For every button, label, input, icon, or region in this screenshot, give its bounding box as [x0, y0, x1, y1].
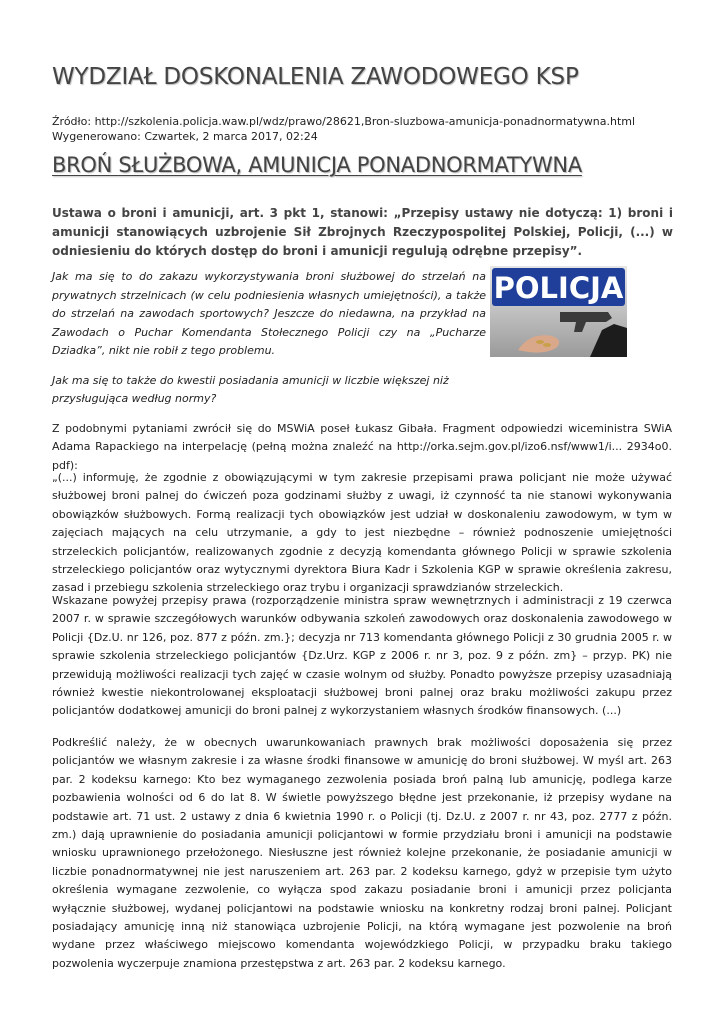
- article-title: BROŃ SŁUŻBOWA, AMUNICJA PONADNORMATYWNA: [52, 153, 582, 177]
- paragraph-4: Podkreślić należy, że w obecnych uwarunkowaniach prawnych brak możliwości doposażenia się przez policjantów we własnym zakresie i za własne środki finansowe w amunicję do broni służbowej. W myśl art. 263 par. 2 kodeksu karnego: Kto bez wymaganego zezwolenia posiada broń palną lub amunicję, podlega karze pozbawienia wolności od 6 do lat 8. W świetle powyższego błędne jest przekonanie, iż przepisy wydane na podstawie art. 71 ust. 2 ustawy z dnia 6 kwietnia 1990 r. o Policji (tj. Dz.U. z 2007 r. nr 43, poz. 2777 z późn. zm.) dają uprawnienie do posiadania amunicji policjantowi w formie przydziału broni i amunicji na podstawie wniosku uprawnionego przełożonego. Niesłuszne jest również kolejne przekonanie, że posiadanie amunicji w liczbie ponadnormatywnej nie jest naruszeniem art. 263 par. 2 kodeksu karnego, gdyż w przepisie tym użyto określenia wymagane zezwolenie, co wyłącza spod zakazu posiadanie broni i amunicji przez policjanta wyłącznie służbowej, wydanej policjantowi na podstawie wniosku na konkretny rodzaj broni palnej. Policjant posiadający amunicję inną niż stanowiąca uzbrojenie Policji, na którą wymagane jest pozwolenie na broń wydane przez właściwego miejscowo komendanta wojewódzkiego Policji, w przypadku braku takiego pozwolenia wyczerpuje znamiona przestępstwa z art. 263 par. 2 kodeksu karnego.: [52, 736, 672, 970]
- source-url: Źródło: http://szkolenia.policja.waw.pl/wdz/prawo/28621,Bron-sluzbowa-amunicja-ponadnormatywna.html: [52, 115, 636, 128]
- second-question: Jak ma się to także do kwestii posiadania amunicji w liczbie większej niż przysługująca według normy?: [52, 374, 449, 405]
- site-title: WYDZIAŁ DOSKONALENIA ZAWODOWEGO KSP: [52, 64, 579, 90]
- article-lead: Ustawa o broni i amunicji, art. 3 pkt 1, stanowi: „Przepisy ustawy nie dotyczą: 1) broni i amunicji stanowiących uzbrojenie Sił Zbrojnych Rzeczypospolitej Polskiej, Policji, (...) w odniesieniu do których dostęp do broni i amunicji regulują odrębne przepisy”.: [52, 206, 673, 258]
- paragraph-3: Wskazane powyżej przepisy prawa (rozporządzenie ministra spraw wewnętrznych i administracji z 19 czerwca 2007 r. w sprawie szczegółowych warunków odbywania szkoleń zawodowych oraz doskonalenia zawodowego w Policji {Dz.U. nr 126, poz. 877 z późn. zm.}; decyzja nr 713 komendanta głównego Policji z 30 grudnia 2005 r. w sprawie szkolenia strzeleckiego policjantów {Dz.Urz. KGP z 2006 r. nr 3, poz. 9 z późn. zm} – przyp. PK) nie przewidują możliwości realizacji tych zajęć w czasie wolnym od służby. Ponadto powyższe przepisy uzasadniają również kwestie niekontrolowanej eksploatacji służbowej broni palnej oraz braku możliwości zakupu przez policjantów dodatkowej amunicji do broni palnej z wykorzystaniem własnych środków finansowych. (...): [52, 594, 672, 718]
- cartridge-icon: [543, 343, 551, 347]
- police-photo-graphic: [490, 266, 627, 357]
- source-metadata: [52, 114, 635, 144]
- police-sign-text: POLICJA: [493, 271, 624, 305]
- police-photo: [490, 266, 627, 357]
- paragraph-2: „(...) informuję, że zgodnie z obowiązującymi w tym zakresie przepisami prawa policjant nie może używać służbowej broni palnej do ćwiczeń poza godzinami służby z uwagi, iż czynność ta nie stanowi wykonywania obowiązków służbowych. Formą realizacji tych obowiązków jest udział w doskonaleniu zawodowym, w tym w zajęciach mających na celu utrzymanie, a gdy to jest niezbędne – również podnoszenie umiejętności strzeleckich policjantów, realizowanych zgodnie z decyzją komendanta głównego Policji w sprawie szkolenia strzeleckiego policjantów oraz wytycznymi dyrektora Biura Kadr i Szkolenia KGP w sprawie określenia zakresu, zasad i przebiegu szkolenia strzeleckiego oraz trybu i organizacji sprawdzianów strzeleckich.: [52, 471, 672, 595]
- paragraph-1: Z podobnymi pytaniami zwrócił się do MSWiA poseł Łukasz Gibała. Fragment odpowiedzi wiceministra SWiA Adama Rapackiego na interpelację (pełną można znaleźć na http://orka.sejm.gov.pl/izo6.nsf/www1/i... 2934o0. pdf):: [52, 422, 672, 472]
- cartridge-icon: [536, 340, 544, 344]
- generated-date: Wygenerowano: Czwartek, 2 marca 2017, 02:24: [52, 130, 318, 143]
- intro-question: Jak ma się to do zakazu wykorzystywania broni służbowej do strzelań na prywatnych strzelnicach (w celu podniesienia własnych umiejętności), a także do strzelań na zawodach sportowych? Jeszcze do niedawna, na przykład na Zawodach o Puchar Komendanta Stołecznego Policji czy na „Pucharze Dziadka”, nikt nie robił z tego problemu.: [52, 270, 486, 358]
